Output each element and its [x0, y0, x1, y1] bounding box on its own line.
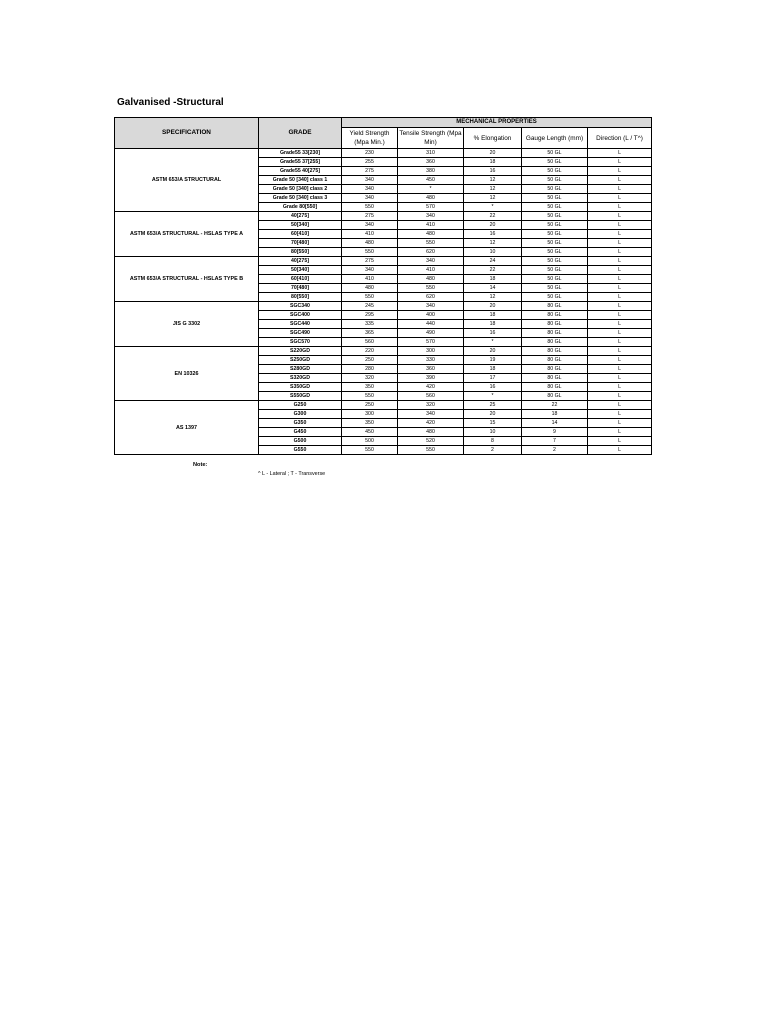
- yield-strength-cell: 340: [342, 176, 398, 185]
- grade-cell: 50[340]: [259, 221, 342, 230]
- gauge-length-cell: 80 GL: [522, 329, 588, 338]
- yield-strength-cell: 300: [342, 410, 398, 419]
- yield-strength-cell: 550: [342, 446, 398, 455]
- grade-cell: Grade 50 [340] class 1: [259, 176, 342, 185]
- grade-cell: S220GD: [259, 347, 342, 356]
- gauge-length-cell: 50 GL: [522, 293, 588, 302]
- tensile-strength-cell: 360: [398, 365, 464, 374]
- elongation-cell: 12: [464, 194, 522, 203]
- mechanical-properties-table: [114, 117, 652, 455]
- gauge-length-cell: 50 GL: [522, 248, 588, 257]
- direction-cell: L: [588, 185, 652, 194]
- yield-strength-cell: 340: [342, 185, 398, 194]
- elongation-cell: 15: [464, 419, 522, 428]
- grade-cell: G350: [259, 419, 342, 428]
- gauge-length-cell: 80 GL: [522, 365, 588, 374]
- grade-cell: 80[550]: [259, 248, 342, 257]
- direction-cell: L: [588, 428, 652, 437]
- direction-cell: L: [588, 374, 652, 383]
- gauge-length-cell: 80 GL: [522, 311, 588, 320]
- tensile-strength-cell: 570: [398, 338, 464, 347]
- yield-strength-cell: 560: [342, 338, 398, 347]
- gauge-length-cell: 80 GL: [522, 383, 588, 392]
- tensile-strength-cell: 550: [398, 239, 464, 248]
- elongation-cell: 25: [464, 401, 522, 410]
- grade-cell: SGC570: [259, 338, 342, 347]
- mechanical-properties-header: MECHANICAL PROPERTIES: [342, 118, 652, 128]
- direction-header: Direction (L / T^): [588, 128, 652, 149]
- direction-cell: L: [588, 419, 652, 428]
- grade-cell: G550: [259, 446, 342, 455]
- elongation-cell: *: [464, 392, 522, 401]
- elongation-cell: 20: [464, 302, 522, 311]
- specification-cell: ASTM 653/A STRUCTURAL - HSLAS TYPE B: [115, 257, 259, 302]
- specification-cell: ASTM 653/A STRUCTURAL - HSLAS TYPE A: [115, 212, 259, 257]
- grade-cell: S320GD: [259, 374, 342, 383]
- header-row-top: [115, 118, 652, 128]
- page-title: Galvanised -Structural: [117, 97, 224, 108]
- direction-cell: L: [588, 401, 652, 410]
- elongation-cell: 18: [464, 158, 522, 167]
- direction-cell: L: [588, 383, 652, 392]
- elongation-cell: 16: [464, 167, 522, 176]
- tensile-strength-cell: 410: [398, 221, 464, 230]
- grade-cell: Grade 80[550]: [259, 203, 342, 212]
- direction-cell: L: [588, 266, 652, 275]
- elongation-cell: 20: [464, 410, 522, 419]
- tensile-strength-cell: 450: [398, 176, 464, 185]
- grade-cell: S280GD: [259, 365, 342, 374]
- grade-cell: G450: [259, 428, 342, 437]
- tensile-strength-cell: 300: [398, 347, 464, 356]
- table-body: [115, 149, 652, 455]
- elongation-cell: 18: [464, 311, 522, 320]
- elongation-cell: 8: [464, 437, 522, 446]
- gauge-length-cell: 80 GL: [522, 338, 588, 347]
- tensile-strength-cell: 480: [398, 230, 464, 239]
- gauge-length-cell: 50 GL: [522, 167, 588, 176]
- yield-strength-cell: 500: [342, 437, 398, 446]
- yield-strength-cell: 550: [342, 203, 398, 212]
- tensile-strength-cell: 550: [398, 446, 464, 455]
- gauge-length-cell: 50 GL: [522, 275, 588, 284]
- grade-cell: S350GD: [259, 383, 342, 392]
- elongation-cell: *: [464, 338, 522, 347]
- tensile-strength-cell: 420: [398, 419, 464, 428]
- direction-cell: L: [588, 320, 652, 329]
- yield-strength-cell: 340: [342, 266, 398, 275]
- grade-cell: 50[340]: [259, 266, 342, 275]
- tensile-strength-cell: 340: [398, 212, 464, 221]
- direction-cell: L: [588, 212, 652, 221]
- elongation-cell: 10: [464, 248, 522, 257]
- tensile-strength-cell: 420: [398, 383, 464, 392]
- direction-cell: L: [588, 329, 652, 338]
- table-row: [115, 401, 652, 410]
- grade-cell: G250: [259, 401, 342, 410]
- tensile-strength-cell: 330: [398, 356, 464, 365]
- table-row: [115, 212, 652, 221]
- direction-cell: L: [588, 293, 652, 302]
- elongation-cell: 16: [464, 383, 522, 392]
- elongation-cell: 14: [464, 284, 522, 293]
- tensile-strength-cell: 320: [398, 401, 464, 410]
- yield-strength-cell: 365: [342, 329, 398, 338]
- elongation-cell: *: [464, 203, 522, 212]
- tensile-strength-cell: 310: [398, 149, 464, 158]
- gauge-length-cell: 7: [522, 437, 588, 446]
- elongation-cell: 20: [464, 149, 522, 158]
- yield-strength-cell: 245: [342, 302, 398, 311]
- grade-header: GRADE: [259, 118, 342, 149]
- tensile-strength-cell: 440: [398, 320, 464, 329]
- tensile-strength-cell: 360: [398, 158, 464, 167]
- elongation-cell: 20: [464, 347, 522, 356]
- specification-cell: JIS G 3302: [115, 302, 259, 347]
- grade-cell: 60[410]: [259, 275, 342, 284]
- grade-cell: Grade55 37[255]: [259, 158, 342, 167]
- grade-cell: 80[550]: [259, 293, 342, 302]
- tensile-strength-cell: 550: [398, 284, 464, 293]
- tensile-strength-cell: 400: [398, 311, 464, 320]
- yield-strength-cell: 220: [342, 347, 398, 356]
- elongation-cell: 17: [464, 374, 522, 383]
- elongation-cell: 18: [464, 275, 522, 284]
- gauge-length-cell: 80 GL: [522, 320, 588, 329]
- gauge-length-cell: 50 GL: [522, 284, 588, 293]
- elongation-cell: 2: [464, 446, 522, 455]
- elongation-cell: 18: [464, 320, 522, 329]
- direction-cell: L: [588, 203, 652, 212]
- direction-cell: L: [588, 392, 652, 401]
- direction-cell: L: [588, 365, 652, 374]
- gauge-length-cell: 18: [522, 410, 588, 419]
- direction-cell: L: [588, 356, 652, 365]
- yield-strength-cell: 250: [342, 356, 398, 365]
- tensile-strength-header: Tensile Strength (Mpa Min): [398, 128, 464, 149]
- tensile-strength-cell: 480: [398, 275, 464, 284]
- table-row: [115, 257, 652, 266]
- elongation-cell: 24: [464, 257, 522, 266]
- gauge-length-cell: 80 GL: [522, 374, 588, 383]
- yield-strength-cell: 350: [342, 383, 398, 392]
- direction-cell: L: [588, 167, 652, 176]
- direction-cell: L: [588, 347, 652, 356]
- tensile-strength-cell: 490: [398, 329, 464, 338]
- grade-cell: 40[275]: [259, 257, 342, 266]
- direction-cell: L: [588, 311, 652, 320]
- direction-cell: L: [588, 284, 652, 293]
- yield-strength-cell: 275: [342, 167, 398, 176]
- yield-strength-cell: 480: [342, 284, 398, 293]
- yield-strength-cell: 550: [342, 248, 398, 257]
- elongation-cell: 12: [464, 293, 522, 302]
- direction-cell: L: [588, 176, 652, 185]
- direction-cell: L: [588, 248, 652, 257]
- direction-cell: L: [588, 194, 652, 203]
- elongation-cell: 12: [464, 176, 522, 185]
- grade-cell: S250GD: [259, 356, 342, 365]
- table-row: [115, 302, 652, 311]
- gauge-length-header: Gauge Length (mm): [522, 128, 588, 149]
- grade-cell: 40[275]: [259, 212, 342, 221]
- grade-cell: SGC490: [259, 329, 342, 338]
- specification-cell: ASTM 653/A STRUCTURAL: [115, 149, 259, 212]
- note-text: ^ L - Lateral ; T - Transverse: [258, 471, 326, 477]
- gauge-length-cell: 50 GL: [522, 203, 588, 212]
- direction-cell: L: [588, 221, 652, 230]
- direction-cell: L: [588, 239, 652, 248]
- direction-cell: L: [588, 149, 652, 158]
- gauge-length-cell: 50 GL: [522, 212, 588, 221]
- yield-strength-cell: 350: [342, 419, 398, 428]
- gauge-length-cell: 80 GL: [522, 347, 588, 356]
- tensile-strength-cell: 520: [398, 437, 464, 446]
- grade-cell: Grade55 40[275]: [259, 167, 342, 176]
- tensile-strength-cell: 570: [398, 203, 464, 212]
- tensile-strength-cell: 390: [398, 374, 464, 383]
- yield-strength-cell: 275: [342, 257, 398, 266]
- gauge-length-cell: 50 GL: [522, 194, 588, 203]
- specification-cell: AS 1397: [115, 401, 259, 455]
- direction-cell: L: [588, 275, 652, 284]
- gauge-length-cell: 50 GL: [522, 221, 588, 230]
- yield-strength-cell: 250: [342, 401, 398, 410]
- elongation-cell: 16: [464, 329, 522, 338]
- elongation-header: % Elongation: [464, 128, 522, 149]
- gauge-length-cell: 14: [522, 419, 588, 428]
- elongation-cell: 16: [464, 230, 522, 239]
- gauge-length-cell: 80 GL: [522, 392, 588, 401]
- elongation-cell: 22: [464, 212, 522, 221]
- yield-strength-cell: 410: [342, 230, 398, 239]
- gauge-length-cell: 50 GL: [522, 149, 588, 158]
- yield-strength-cell: 320: [342, 374, 398, 383]
- tensile-strength-cell: 340: [398, 302, 464, 311]
- gauge-length-cell: 50 GL: [522, 239, 588, 248]
- gauge-length-cell: 22: [522, 401, 588, 410]
- gauge-length-cell: 2: [522, 446, 588, 455]
- tensile-strength-cell: 340: [398, 257, 464, 266]
- tensile-strength-cell: 560: [398, 392, 464, 401]
- direction-cell: L: [588, 158, 652, 167]
- direction-cell: L: [588, 302, 652, 311]
- gauge-length-cell: 50 GL: [522, 230, 588, 239]
- direction-cell: L: [588, 446, 652, 455]
- direction-cell: L: [588, 257, 652, 266]
- grade-cell: G500: [259, 437, 342, 446]
- grade-cell: Grade55 33[230]: [259, 149, 342, 158]
- gauge-length-cell: 50 GL: [522, 185, 588, 194]
- yield-strength-cell: 340: [342, 194, 398, 203]
- gauge-length-cell: 9: [522, 428, 588, 437]
- yield-strength-cell: 410: [342, 275, 398, 284]
- grade-cell: G300: [259, 410, 342, 419]
- yield-strength-cell: 295: [342, 311, 398, 320]
- tensile-strength-cell: 620: [398, 248, 464, 257]
- grade-cell: S550GD: [259, 392, 342, 401]
- gauge-length-cell: 50 GL: [522, 176, 588, 185]
- yield-strength-cell: 255: [342, 158, 398, 167]
- tensile-strength-cell: 410: [398, 266, 464, 275]
- direction-cell: L: [588, 230, 652, 239]
- yield-strength-cell: 340: [342, 221, 398, 230]
- grade-cell: 70[480]: [259, 284, 342, 293]
- gauge-length-cell: 80 GL: [522, 302, 588, 311]
- grade-cell: 60[410]: [259, 230, 342, 239]
- tensile-strength-cell: 620: [398, 293, 464, 302]
- direction-cell: L: [588, 410, 652, 419]
- yield-strength-cell: 480: [342, 239, 398, 248]
- tensile-strength-cell: 480: [398, 194, 464, 203]
- elongation-cell: 22: [464, 266, 522, 275]
- grade-cell: Grade 50 [340] class 2: [259, 185, 342, 194]
- gauge-length-cell: 50 GL: [522, 257, 588, 266]
- grade-cell: SGC340: [259, 302, 342, 311]
- tensile-strength-cell: 480: [398, 428, 464, 437]
- elongation-cell: 12: [464, 185, 522, 194]
- gauge-length-cell: 50 GL: [522, 158, 588, 167]
- specification-header: SPECIFICATION: [115, 118, 259, 149]
- tensile-strength-cell: 340: [398, 410, 464, 419]
- grade-cell: Grade 50 [340] class 3: [259, 194, 342, 203]
- yield-strength-cell: 550: [342, 392, 398, 401]
- elongation-cell: 12: [464, 239, 522, 248]
- elongation-cell: 20: [464, 221, 522, 230]
- table-row: [115, 149, 652, 158]
- gauge-length-cell: 80 GL: [522, 356, 588, 365]
- table-row: [115, 347, 652, 356]
- tensile-strength-cell: 380: [398, 167, 464, 176]
- direction-cell: L: [588, 437, 652, 446]
- elongation-cell: 18: [464, 365, 522, 374]
- yield-strength-cell: 550: [342, 293, 398, 302]
- specification-cell: EN 10326: [115, 347, 259, 401]
- elongation-cell: 10: [464, 428, 522, 437]
- yield-strength-cell: 275: [342, 212, 398, 221]
- note-label: Note:: [193, 462, 208, 468]
- grade-cell: SGC400: [259, 311, 342, 320]
- elongation-cell: 19: [464, 356, 522, 365]
- grade-cell: 70[480]: [259, 239, 342, 248]
- yield-strength-cell: 450: [342, 428, 398, 437]
- yield-strength-header: Yield Strength (Mpa Min.): [342, 128, 398, 149]
- yield-strength-cell: 230: [342, 149, 398, 158]
- direction-cell: L: [588, 338, 652, 347]
- tensile-strength-cell: *: [398, 185, 464, 194]
- yield-strength-cell: 280: [342, 365, 398, 374]
- gauge-length-cell: 50 GL: [522, 266, 588, 275]
- yield-strength-cell: 335: [342, 320, 398, 329]
- grade-cell: SGC440: [259, 320, 342, 329]
